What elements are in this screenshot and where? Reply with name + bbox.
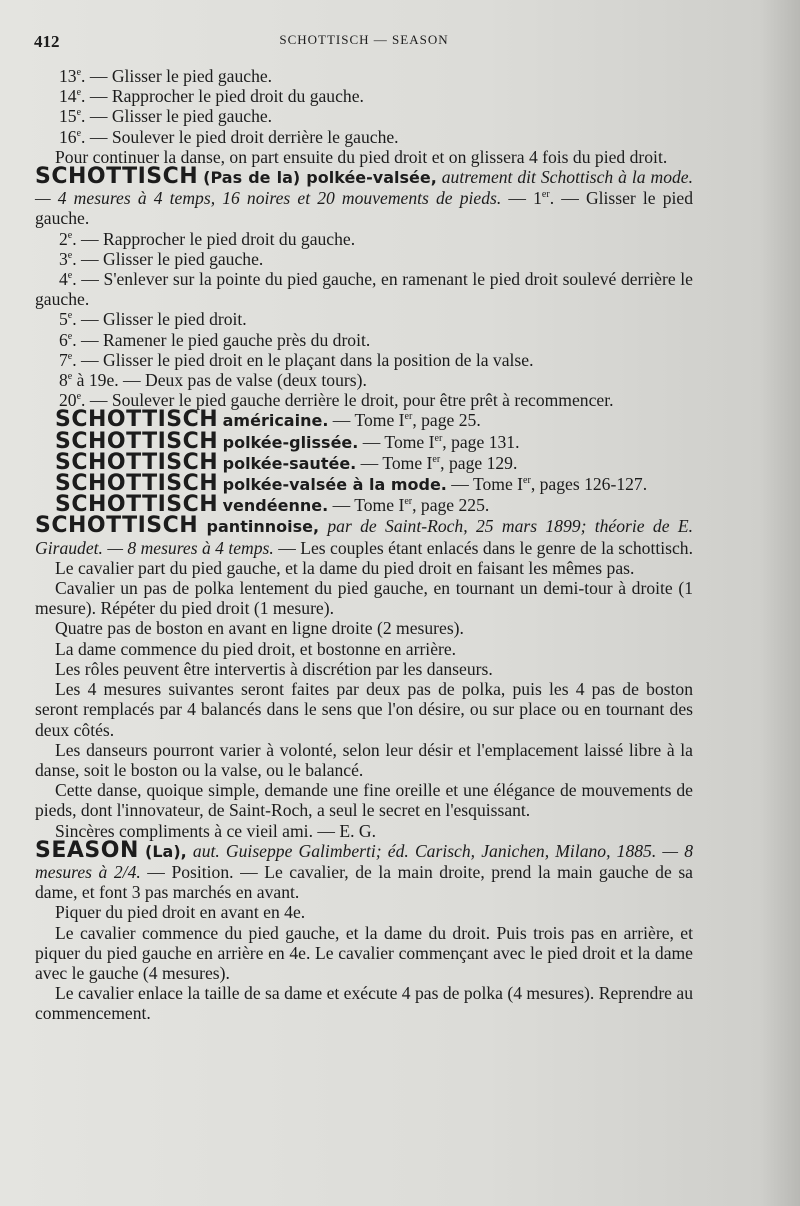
step-number-suffix: e xyxy=(67,330,73,342)
entry-season xyxy=(35,837,694,903)
reference-page: , page 25. xyxy=(412,410,481,431)
entry-heading: SCHOTTISCH xyxy=(55,449,219,475)
entry-heading: SEASON xyxy=(35,837,139,863)
step-number-suffix: e xyxy=(67,270,73,282)
entry-heading: SCHOTTISCH xyxy=(55,407,219,433)
body-paragraph: La dame commence du pied droit, et bostonne en arrière. xyxy=(55,638,457,659)
pantinnoise-paragraphs xyxy=(35,558,693,841)
step-text: . — Glisser le pied droit en le plaçant dans la position de la valse. xyxy=(72,349,534,370)
cross-references xyxy=(35,407,693,518)
entry-italic: autrement dit Schottisch à la mode. — 4 mesures à 4 temps, 16 noires et 20 mouvements de pieds. xyxy=(35,167,693,209)
step-number: 4 xyxy=(59,269,68,290)
entry-schottisch-pantinnoise xyxy=(35,513,693,558)
step-text: . — Glisser le pied droit. xyxy=(72,309,247,330)
body-paragraph: Le cavalier enlace la taille de sa dame et exécute 4 pas de polka (4 mesures). Reprendre au commencement. xyxy=(35,983,693,1024)
body-paragraph: Piquer du pied droit en avant en 4e. xyxy=(55,902,306,923)
entry-subheading: américaine. xyxy=(222,411,329,431)
entry-heading: SCHOTTISCH xyxy=(55,428,219,454)
step-number: 5 xyxy=(59,309,68,330)
step-number: 8 xyxy=(59,370,68,391)
step-item xyxy=(35,66,693,86)
reference-page: , page 225. xyxy=(412,495,490,516)
entry-rest: — Les couples étant enlacés dans le genre de la schottisch. xyxy=(273,537,693,558)
entry-subheading: polkée-valsée à la mode. xyxy=(222,475,447,495)
step-item xyxy=(35,370,693,390)
entry-subheading: polkée-glissée. xyxy=(222,432,359,452)
page-number: 412 xyxy=(34,32,60,51)
step-text: . — Ramener le pied gauche près du droit. xyxy=(72,329,371,350)
body-paragraph: Les danseurs pourront varier à volonté, selon leur désir et l'emplacement laissé libre à la danse, soit le boston ou la valse, ou le balancé. xyxy=(35,739,693,780)
step-item xyxy=(35,106,693,126)
step-number-suffix: e xyxy=(76,127,82,139)
reference-page: , page 129. xyxy=(440,452,518,473)
step-item xyxy=(35,309,693,329)
step-number: 14 xyxy=(59,86,77,107)
reference-sup: er xyxy=(404,411,413,423)
entry-schottisch-polkee-valsee xyxy=(35,164,694,229)
step-number-suffix: e xyxy=(67,229,73,241)
step-number-suffix: e xyxy=(76,107,82,119)
entry-heading: SCHOTTISCH xyxy=(35,164,199,190)
reference-sup: er xyxy=(432,454,441,465)
body-paragraph: Cavalier un pas de polka lentement du pied gauche, en tournant un demi-tour à droite (1 mesure). Répéter du pied droit (1 mesure). xyxy=(35,578,693,619)
entry-rest: — Position. — Le cavalier, de la main droite, prend la main gauche de sa dame, et font 3 pas marchés en avant. xyxy=(35,861,693,903)
step-number: 20 xyxy=(59,390,77,411)
step-number: 6 xyxy=(59,329,68,350)
entry-heading: SCHOTTISCH xyxy=(55,471,219,497)
reference-sup: er xyxy=(523,475,531,487)
page-header xyxy=(34,28,694,52)
step-text: . — Glisser le pied gauche. xyxy=(81,106,273,127)
step-text: . — Rapprocher le pied droit du gauche. xyxy=(81,86,364,107)
step-number: 16 xyxy=(59,126,77,147)
reference-text: — Tome I xyxy=(358,431,435,452)
step-text: . — Glisser le pied gauche. xyxy=(81,66,273,86)
body-paragraph: Les 4 mesures suivantes seront faites par deux pas de polka, puis les 4 pas de boston seront remplacés par 4 balancés dans le sens que l'on désire, ou sur place ou en tournant des deux côtés. xyxy=(35,679,693,740)
entry-heading: SCHOTTISCH xyxy=(55,492,219,518)
reference-sup: er xyxy=(434,432,443,444)
step-text: . — S'enlever sur la pointe du pied gauche, en ramenant le pied droit soulevé derrière le gauche. xyxy=(35,269,693,310)
step-item xyxy=(35,350,693,370)
entry-subheading: (Pas de la) polkée-valsée, xyxy=(203,168,437,188)
step-item xyxy=(35,249,693,269)
body-paragraph: Le cavalier commence du pied gauche, et la dame du droit. Puis trois pas en arrière, et piquer du pied gauche en arrière en 4e. Le cavalier commençant avec le pied droit et la dame avec le gauche (4 mesures). xyxy=(35,922,693,983)
step-number: 3 xyxy=(59,248,68,269)
reference-text: — Tome I xyxy=(446,474,524,495)
page-body xyxy=(35,66,693,1024)
step-number: 2 xyxy=(59,228,68,249)
step-text: . — Soulever le pied gauche derrière le droit, pour être prêt à recommencer. xyxy=(81,390,614,411)
reference-text: — Tome I xyxy=(356,452,433,473)
step-number-suffix: e xyxy=(67,350,73,362)
entry-subheading: pantinnoise, xyxy=(206,517,320,537)
step-item xyxy=(35,86,693,106)
entry-subheading: (La), xyxy=(145,841,187,861)
reference-sup: er xyxy=(404,496,413,508)
step-text: . — Glisser le pied gauche. xyxy=(72,248,264,269)
step-text: à 19e. — Deux pas de valse (deux tours). xyxy=(72,370,367,391)
reference-page: , pages 126-127. xyxy=(530,474,648,495)
step-number-suffix: e xyxy=(76,67,82,79)
step-item xyxy=(35,229,693,249)
step-number: 13 xyxy=(59,66,77,86)
step-number-suffix: e xyxy=(67,249,73,261)
step-item xyxy=(35,330,693,350)
body-paragraph: Les rôles peuvent être intervertis à discrétion par les danseurs. xyxy=(55,658,493,679)
step-number-suffix: e xyxy=(67,371,73,383)
steps-list-valsee xyxy=(35,229,693,411)
step-number: 15 xyxy=(59,106,77,127)
step-number-suffix: e xyxy=(76,87,82,99)
entry-italic: aut. Guiseppe Galimberti; éd. Carisch, Janichen, Milano, 1885. — 8 mesures à 2/4. xyxy=(35,840,694,882)
entry-subheading: polkée-sautée. xyxy=(222,453,357,473)
step-text: . — Rapprocher le pied droit du gauche. xyxy=(72,228,356,249)
step-text: . — Soulever le pied droit derrière le gauche. xyxy=(81,126,399,147)
entry-heading: SCHOTTISCH xyxy=(35,513,199,539)
body-paragraph: Le cavalier part du pied gauche, et la dame du pied droit en faisant les mêmes pas. xyxy=(55,557,635,578)
reference-text: — Tome I xyxy=(328,410,405,431)
entry-italic: par de Saint-Roch, 25 mars 1899; théorie de E. Giraudet. — 8 mesures à 4 temps. xyxy=(35,516,693,558)
entry-first-step: — 1er. — Glisser le pied gauche. xyxy=(35,188,694,229)
step-number-suffix: e xyxy=(76,391,82,403)
reference-text: — Tome I xyxy=(328,495,405,516)
entry-subheading: vendéenne. xyxy=(222,496,329,516)
steps-list-top xyxy=(35,66,693,147)
step-item xyxy=(35,127,693,147)
body-paragraph: Cette danse, quoique simple, demande une fine oreille et une élégance de mouvements de pieds, dont l'innovateur, de Saint-Roch, a seul le secret en l'esquissant. xyxy=(35,780,693,821)
step-number-suffix: e xyxy=(67,310,73,322)
running-title: SCHOTTISCH — SEASON xyxy=(279,32,449,47)
step-number: 7 xyxy=(59,349,68,370)
step-item xyxy=(35,269,693,309)
body-paragraph: Quatre pas de boston en avant en ligne droite (2 mesures). xyxy=(55,618,464,639)
season-paragraphs xyxy=(35,902,693,1023)
body-paragraph: Sincères compliments à ce vieil ami. — E. G. xyxy=(55,820,377,841)
reference-page: , page 131. xyxy=(442,431,520,452)
continue-paragraph: Pour continuer la danse, on part ensuite du pied droit et on glissera 4 fois du pied droit. xyxy=(55,146,668,167)
